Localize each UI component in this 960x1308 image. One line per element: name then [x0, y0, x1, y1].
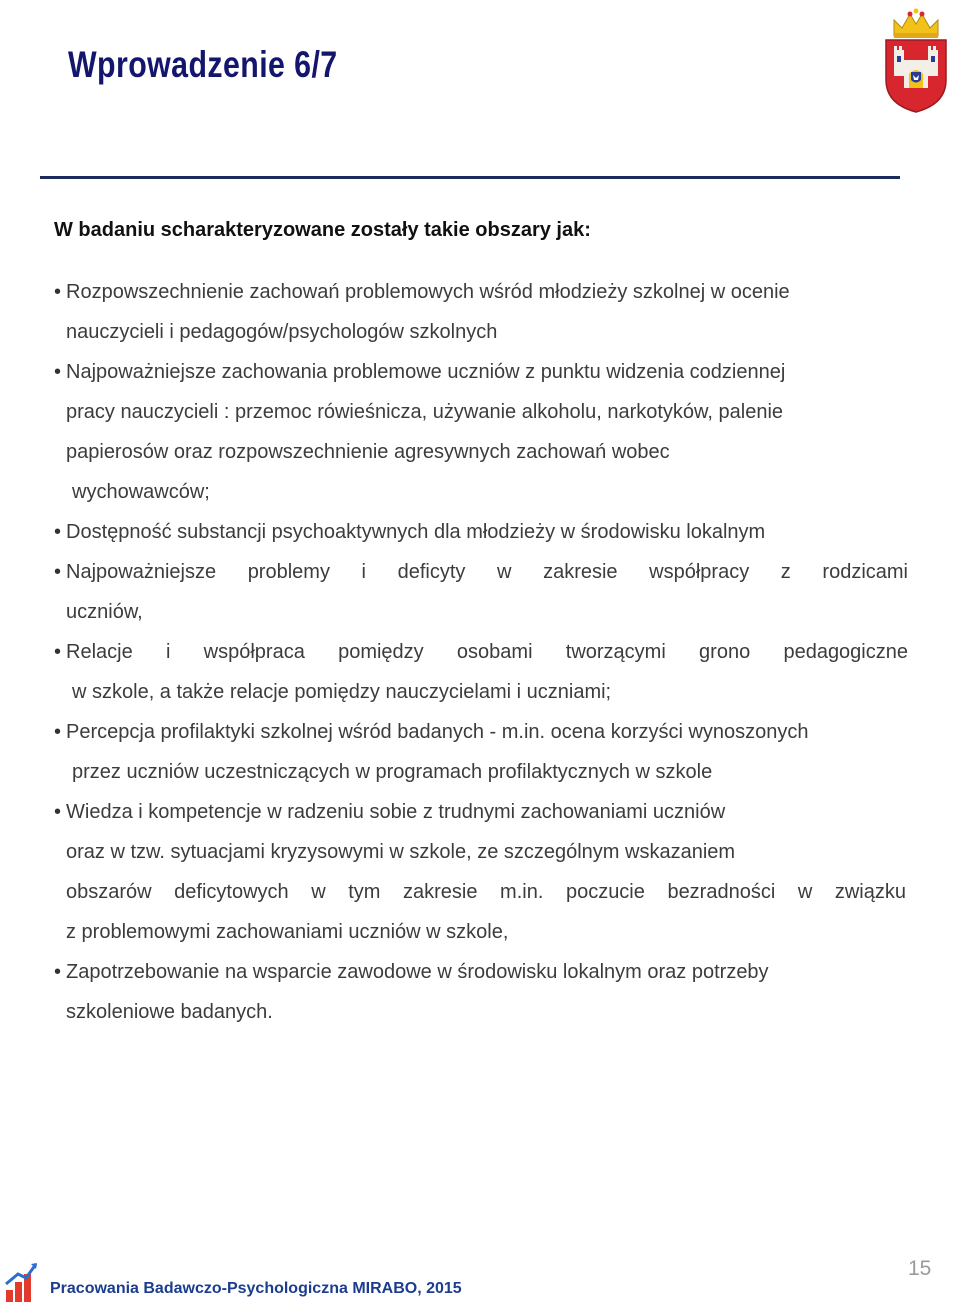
bullet-continuation: wychowawców;: [72, 481, 210, 503]
bullet-continuation: z problemowymi zachowaniami uczniów w szkole,: [66, 921, 509, 943]
bullet-item: • Rozpowszechnienie zachowań problemowych wśród młodzieży szkolnej w ocenie: [54, 281, 790, 304]
bullet-item: • Percepcja profilaktyki szkolnej wśród badanych - m.in. ocena korzyści wynoszonych: [54, 721, 809, 744]
bullet-continuation: obszarów deficytowych w tym zakresie m.in. poczucie bezradności w związku: [66, 881, 906, 903]
bullet-continuation: oraz w tzw. sytuacjami kryzysowymi w szkole, ze szczególnym wskazaniem: [66, 841, 736, 863]
bullet-item: • Najpoważniejsze zachowania problemowe uczniów z punktu widzenia codziennej: [54, 361, 785, 384]
bullet-item: • Wiedza i kompetencje w radzeniu sobie z trudnymi zachowaniami uczniów: [54, 801, 725, 824]
slide-title: Wprowadzenie 6/7: [68, 44, 338, 85]
bullet-continuation: papierosów oraz rozpowszechnienie agresywnych zachowań wobec: [66, 441, 670, 463]
bullet-item: • Dostępność substancji psychoaktywnych dla młodzieży w środowisku lokalnym: [54, 521, 765, 544]
bullet-item: • Relacje i współpraca pomiędzy osobami tworzącymi grono pedagogiczne: [54, 641, 908, 664]
bullet-continuation: przez uczniów uczestniczących w programach profilaktycznych w szkole: [72, 761, 713, 783]
bullet-continuation: w szkole, a także relacje pomiędzy nauczycielami i uczniami;: [72, 681, 612, 703]
page-number: 15: [908, 1257, 932, 1280]
coat-of-arms-icon: [880, 6, 952, 114]
bullet-item: • Zapotrzebowanie na wsparcie zawodowe w środowisku lokalnym oraz potrzeby: [54, 961, 769, 984]
bullet-continuation: nauczycieli i pedagogów/psychologów szkolnych: [66, 321, 498, 343]
bullet-continuation: pracy nauczycieli : przemoc rówieśnicza, używanie alkoholu, narkotyków, palenie: [66, 401, 784, 423]
footer-organization: Pracowania Badawczo-Psychologiczna MIRABO, 2015: [50, 1280, 462, 1297]
bar-chart-logo-icon: [4, 1262, 38, 1304]
bullet-continuation: uczniów,: [66, 601, 143, 623]
header-rule: [40, 176, 900, 179]
bullet-item: • Najpoważniejsze problemy i deficyty w zakresie współpracy z rodzicami: [54, 561, 908, 584]
bullet-continuation: szkoleniowe badanych.: [66, 1001, 273, 1023]
intro-heading: W badaniu scharakteryzowane zostały takie obszary jak:: [54, 219, 591, 241]
